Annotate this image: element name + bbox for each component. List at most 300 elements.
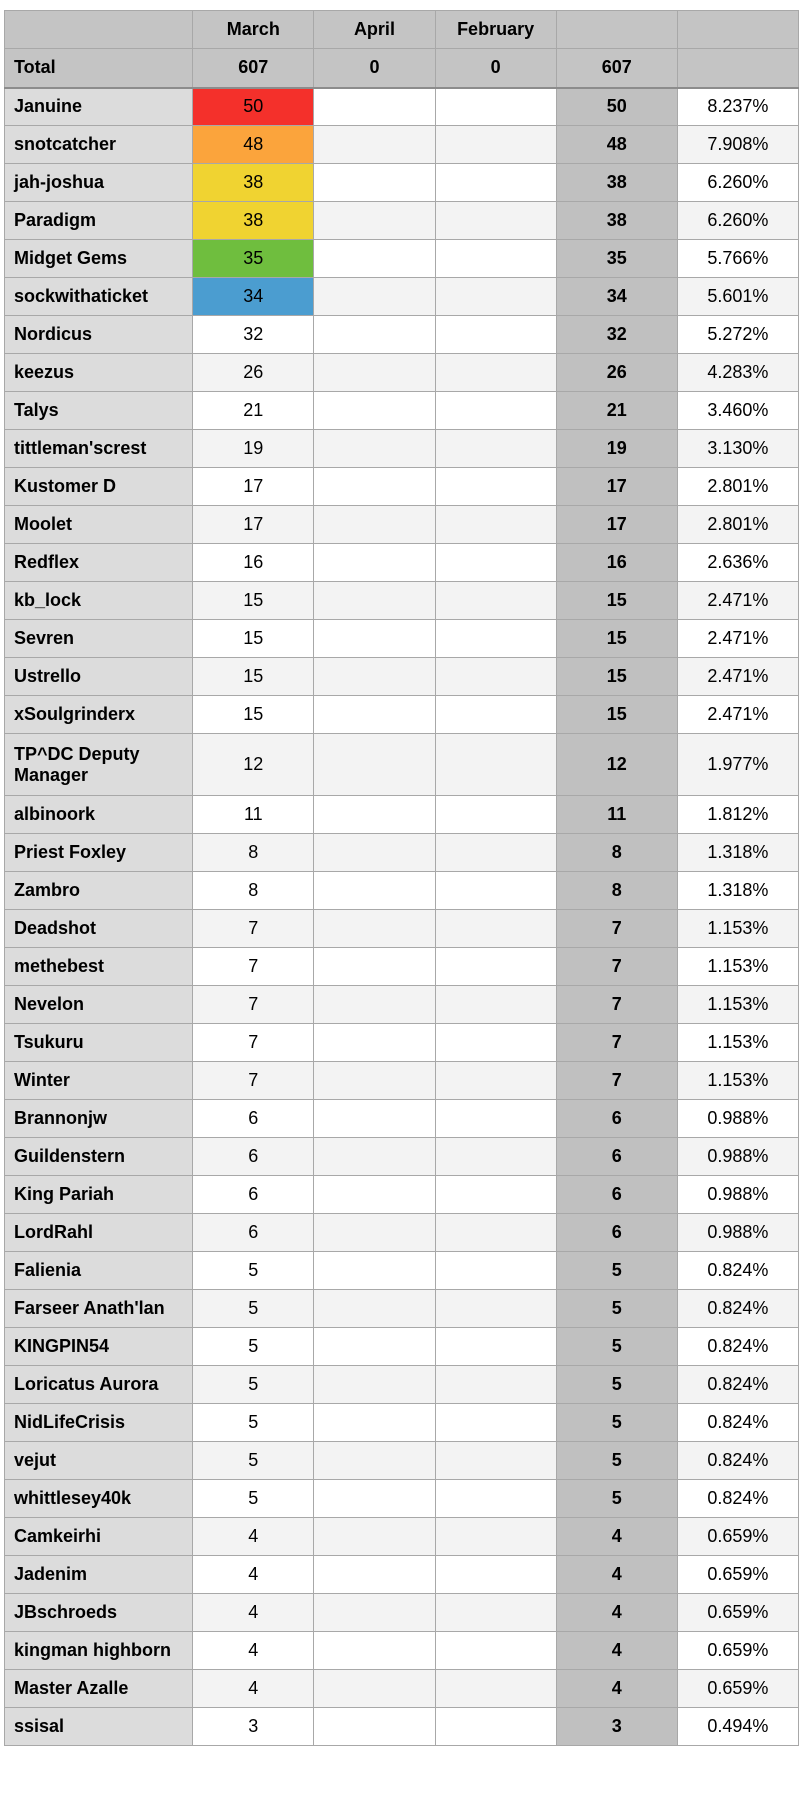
total-cell: 5 bbox=[556, 1480, 677, 1518]
table-row bbox=[5, 1062, 799, 1100]
february-cell bbox=[435, 278, 556, 316]
total-cell: 7 bbox=[556, 948, 677, 986]
february-cell bbox=[435, 696, 556, 734]
total-cell: 38 bbox=[556, 164, 677, 202]
february-cell bbox=[435, 506, 556, 544]
total-cell: 6 bbox=[556, 1214, 677, 1252]
percent-cell: 1.153% bbox=[677, 1062, 798, 1100]
total-cell: 32 bbox=[556, 316, 677, 354]
february-cell bbox=[435, 1252, 556, 1290]
total-cell: 35 bbox=[556, 240, 677, 278]
march-cell: 38 bbox=[193, 202, 314, 240]
february-cell bbox=[435, 88, 556, 126]
total-cell: 12 bbox=[556, 734, 677, 796]
april-cell bbox=[314, 582, 435, 620]
february-cell bbox=[435, 986, 556, 1024]
table-row bbox=[5, 1518, 799, 1556]
february-cell bbox=[435, 1214, 556, 1252]
april-cell bbox=[314, 1214, 435, 1252]
march-cell: 5 bbox=[193, 1442, 314, 1480]
player-name-cell: JBschroeds bbox=[5, 1594, 193, 1632]
table-row bbox=[5, 202, 799, 240]
player-name-cell: Master Azalle bbox=[5, 1670, 193, 1708]
header-february: February bbox=[435, 11, 556, 49]
april-cell bbox=[314, 872, 435, 910]
february-cell bbox=[435, 544, 556, 582]
march-cell: 12 bbox=[193, 734, 314, 796]
table-row bbox=[5, 1404, 799, 1442]
april-cell bbox=[314, 1100, 435, 1138]
player-name-cell: Farseer Anath'lan bbox=[5, 1290, 193, 1328]
percent-cell: 0.824% bbox=[677, 1328, 798, 1366]
percent-cell: 2.636% bbox=[677, 544, 798, 582]
player-name-cell: Sevren bbox=[5, 620, 193, 658]
total-cell: 48 bbox=[556, 126, 677, 164]
percent-cell: 0.988% bbox=[677, 1138, 798, 1176]
april-cell bbox=[314, 1024, 435, 1062]
percent-cell: 4.283% bbox=[677, 354, 798, 392]
march-cell: 8 bbox=[193, 872, 314, 910]
april-cell bbox=[314, 1252, 435, 1290]
table-row bbox=[5, 948, 799, 986]
march-cell: 4 bbox=[193, 1556, 314, 1594]
february-cell bbox=[435, 430, 556, 468]
percent-cell: 0.988% bbox=[677, 1100, 798, 1138]
april-cell bbox=[314, 202, 435, 240]
april-cell bbox=[314, 1632, 435, 1670]
april-cell bbox=[314, 948, 435, 986]
totals-april: 0 bbox=[314, 49, 435, 88]
percent-cell: 1.153% bbox=[677, 1024, 798, 1062]
percent-cell: 0.659% bbox=[677, 1632, 798, 1670]
percent-cell: 6.260% bbox=[677, 164, 798, 202]
total-cell: 15 bbox=[556, 658, 677, 696]
player-name-cell: Guildenstern bbox=[5, 1138, 193, 1176]
table-row bbox=[5, 1708, 799, 1746]
percent-cell: 0.824% bbox=[677, 1480, 798, 1518]
march-cell: 7 bbox=[193, 1024, 314, 1062]
total-cell: 4 bbox=[556, 1556, 677, 1594]
april-cell bbox=[314, 734, 435, 796]
february-cell bbox=[435, 468, 556, 506]
april-cell bbox=[314, 986, 435, 1024]
table-row bbox=[5, 506, 799, 544]
april-cell bbox=[314, 1556, 435, 1594]
table-row bbox=[5, 734, 799, 796]
april-cell bbox=[314, 1708, 435, 1746]
total-cell: 6 bbox=[556, 1176, 677, 1214]
february-cell bbox=[435, 392, 556, 430]
march-cell: 17 bbox=[193, 506, 314, 544]
table-row bbox=[5, 88, 799, 126]
february-cell bbox=[435, 734, 556, 796]
player-name-cell: Priest Foxley bbox=[5, 834, 193, 872]
table-row bbox=[5, 696, 799, 734]
total-cell: 7 bbox=[556, 1062, 677, 1100]
table-row bbox=[5, 1480, 799, 1518]
march-cell: 38 bbox=[193, 164, 314, 202]
february-cell bbox=[435, 658, 556, 696]
april-cell bbox=[314, 696, 435, 734]
april-cell bbox=[314, 1176, 435, 1214]
player-name-cell: sockwithaticket bbox=[5, 278, 193, 316]
march-cell: 5 bbox=[193, 1252, 314, 1290]
march-cell: 15 bbox=[193, 620, 314, 658]
table-row bbox=[5, 872, 799, 910]
header-percent bbox=[677, 11, 798, 49]
total-cell: 5 bbox=[556, 1290, 677, 1328]
february-cell bbox=[435, 1138, 556, 1176]
player-name-cell: Paradigm bbox=[5, 202, 193, 240]
table-row bbox=[5, 468, 799, 506]
player-name-cell: Winter bbox=[5, 1062, 193, 1100]
player-name-cell: keezus bbox=[5, 354, 193, 392]
player-name-cell: tittleman'screst bbox=[5, 430, 193, 468]
february-cell bbox=[435, 1632, 556, 1670]
totals-row bbox=[5, 49, 799, 88]
table-row bbox=[5, 1366, 799, 1404]
april-cell bbox=[314, 1442, 435, 1480]
table-row bbox=[5, 316, 799, 354]
total-cell: 38 bbox=[556, 202, 677, 240]
table-row bbox=[5, 1442, 799, 1480]
player-name-cell: kingman highborn bbox=[5, 1632, 193, 1670]
table-row bbox=[5, 1024, 799, 1062]
total-cell: 19 bbox=[556, 430, 677, 468]
total-cell: 4 bbox=[556, 1518, 677, 1556]
player-name-cell: Tsukuru bbox=[5, 1024, 193, 1062]
player-name-cell: Nevelon bbox=[5, 986, 193, 1024]
percent-cell: 1.153% bbox=[677, 948, 798, 986]
february-cell bbox=[435, 316, 556, 354]
table-row bbox=[5, 1100, 799, 1138]
march-cell: 15 bbox=[193, 696, 314, 734]
march-cell: 6 bbox=[193, 1138, 314, 1176]
totals-label: Total bbox=[5, 49, 193, 88]
april-cell bbox=[314, 1670, 435, 1708]
april-cell bbox=[314, 1594, 435, 1632]
player-name-cell: King Pariah bbox=[5, 1176, 193, 1214]
april-cell bbox=[314, 620, 435, 658]
march-cell: 48 bbox=[193, 126, 314, 164]
february-cell bbox=[435, 796, 556, 834]
total-cell: 5 bbox=[556, 1328, 677, 1366]
march-cell: 34 bbox=[193, 278, 314, 316]
player-name-cell: Falienia bbox=[5, 1252, 193, 1290]
table-row bbox=[5, 1594, 799, 1632]
table-row bbox=[5, 910, 799, 948]
april-cell bbox=[314, 392, 435, 430]
total-cell: 15 bbox=[556, 620, 677, 658]
player-name-cell: TP^DC Deputy Manager bbox=[5, 734, 193, 796]
february-cell bbox=[435, 1290, 556, 1328]
february-cell bbox=[435, 1442, 556, 1480]
march-cell: 19 bbox=[193, 430, 314, 468]
player-name-cell: ssisal bbox=[5, 1708, 193, 1746]
player-name-cell: LordRahl bbox=[5, 1214, 193, 1252]
april-cell bbox=[314, 1518, 435, 1556]
march-cell: 4 bbox=[193, 1670, 314, 1708]
percent-cell: 1.318% bbox=[677, 872, 798, 910]
april-cell bbox=[314, 910, 435, 948]
february-cell bbox=[435, 1176, 556, 1214]
percent-cell: 0.824% bbox=[677, 1442, 798, 1480]
march-cell: 8 bbox=[193, 834, 314, 872]
february-cell bbox=[435, 202, 556, 240]
player-name-cell: Deadshot bbox=[5, 910, 193, 948]
percent-cell: 0.824% bbox=[677, 1290, 798, 1328]
february-cell bbox=[435, 948, 556, 986]
table-row bbox=[5, 1328, 799, 1366]
march-cell: 50 bbox=[193, 88, 314, 126]
march-cell: 7 bbox=[193, 1062, 314, 1100]
table-row bbox=[5, 1252, 799, 1290]
player-name-cell: Zambro bbox=[5, 872, 193, 910]
player-name-cell: Talys bbox=[5, 392, 193, 430]
march-cell: 15 bbox=[193, 658, 314, 696]
percent-cell: 0.659% bbox=[677, 1670, 798, 1708]
total-cell: 5 bbox=[556, 1252, 677, 1290]
march-cell: 5 bbox=[193, 1366, 314, 1404]
player-name-cell: NidLifeCrisis bbox=[5, 1404, 193, 1442]
percent-cell: 3.130% bbox=[677, 430, 798, 468]
table-row bbox=[5, 1556, 799, 1594]
percent-cell: 0.988% bbox=[677, 1176, 798, 1214]
percent-cell: 2.471% bbox=[677, 620, 798, 658]
april-cell bbox=[314, 834, 435, 872]
april-cell bbox=[314, 1366, 435, 1404]
march-cell: 7 bbox=[193, 910, 314, 948]
april-cell bbox=[314, 1328, 435, 1366]
percent-cell: 0.494% bbox=[677, 1708, 798, 1746]
total-cell: 7 bbox=[556, 986, 677, 1024]
player-name-cell: Ustrello bbox=[5, 658, 193, 696]
percent-cell: 2.471% bbox=[677, 696, 798, 734]
total-cell: 4 bbox=[556, 1632, 677, 1670]
february-cell bbox=[435, 354, 556, 392]
april-cell bbox=[314, 316, 435, 354]
percent-cell: 6.260% bbox=[677, 202, 798, 240]
table-row bbox=[5, 620, 799, 658]
player-name-cell: xSoulgrinderx bbox=[5, 696, 193, 734]
march-cell: 32 bbox=[193, 316, 314, 354]
table-row bbox=[5, 1214, 799, 1252]
table-row bbox=[5, 544, 799, 582]
april-cell bbox=[314, 658, 435, 696]
table-row bbox=[5, 126, 799, 164]
player-name-cell: Loricatus Aurora bbox=[5, 1366, 193, 1404]
total-cell: 7 bbox=[556, 1024, 677, 1062]
totals-percent bbox=[677, 49, 798, 88]
march-cell: 5 bbox=[193, 1290, 314, 1328]
player-name-cell: Redflex bbox=[5, 544, 193, 582]
player-name-cell: Nordicus bbox=[5, 316, 193, 354]
player-name-cell: Januine bbox=[5, 88, 193, 126]
percent-cell: 0.659% bbox=[677, 1518, 798, 1556]
percent-cell: 0.659% bbox=[677, 1594, 798, 1632]
table-row bbox=[5, 796, 799, 834]
april-cell bbox=[314, 430, 435, 468]
total-cell: 15 bbox=[556, 696, 677, 734]
totals-february: 0 bbox=[435, 49, 556, 88]
february-cell bbox=[435, 1594, 556, 1632]
march-cell: 5 bbox=[193, 1480, 314, 1518]
february-cell bbox=[435, 1708, 556, 1746]
february-cell bbox=[435, 1670, 556, 1708]
february-cell bbox=[435, 1024, 556, 1062]
february-cell bbox=[435, 1366, 556, 1404]
february-cell bbox=[435, 910, 556, 948]
march-cell: 35 bbox=[193, 240, 314, 278]
february-cell bbox=[435, 1328, 556, 1366]
totals-march: 607 bbox=[193, 49, 314, 88]
february-cell bbox=[435, 1404, 556, 1442]
percent-cell: 0.824% bbox=[677, 1252, 798, 1290]
total-cell: 6 bbox=[556, 1100, 677, 1138]
table-row bbox=[5, 1290, 799, 1328]
total-cell: 5 bbox=[556, 1366, 677, 1404]
table-row bbox=[5, 1176, 799, 1214]
player-name-cell: Jadenim bbox=[5, 1556, 193, 1594]
table-row bbox=[5, 1138, 799, 1176]
percent-cell: 1.318% bbox=[677, 834, 798, 872]
total-cell: 11 bbox=[556, 796, 677, 834]
player-name-cell: albinoork bbox=[5, 796, 193, 834]
table-row bbox=[5, 392, 799, 430]
april-cell bbox=[314, 544, 435, 582]
percent-cell: 0.988% bbox=[677, 1214, 798, 1252]
player-name-cell: whittlesey40k bbox=[5, 1480, 193, 1518]
total-cell: 17 bbox=[556, 468, 677, 506]
april-cell bbox=[314, 1062, 435, 1100]
february-cell bbox=[435, 834, 556, 872]
total-cell: 15 bbox=[556, 582, 677, 620]
total-cell: 21 bbox=[556, 392, 677, 430]
total-cell: 4 bbox=[556, 1594, 677, 1632]
total-cell: 8 bbox=[556, 872, 677, 910]
header-row bbox=[5, 11, 799, 49]
player-name-cell: KINGPIN54 bbox=[5, 1328, 193, 1366]
february-cell bbox=[435, 620, 556, 658]
player-name-cell: snotcatcher bbox=[5, 126, 193, 164]
percent-cell: 2.471% bbox=[677, 582, 798, 620]
march-cell: 3 bbox=[193, 1708, 314, 1746]
total-cell: 34 bbox=[556, 278, 677, 316]
april-cell bbox=[314, 1404, 435, 1442]
percent-cell: 1.812% bbox=[677, 796, 798, 834]
table-body bbox=[5, 88, 799, 1746]
table-row bbox=[5, 240, 799, 278]
march-cell: 6 bbox=[193, 1100, 314, 1138]
table-row bbox=[5, 582, 799, 620]
february-cell bbox=[435, 164, 556, 202]
percent-cell: 1.977% bbox=[677, 734, 798, 796]
leaderboard-table bbox=[4, 10, 799, 1746]
february-cell bbox=[435, 1100, 556, 1138]
player-name-cell: methebest bbox=[5, 948, 193, 986]
april-cell bbox=[314, 126, 435, 164]
march-cell: 16 bbox=[193, 544, 314, 582]
header-april: April bbox=[314, 11, 435, 49]
percent-cell: 7.908% bbox=[677, 126, 798, 164]
percent-cell: 2.801% bbox=[677, 468, 798, 506]
player-name-cell: Kustomer D bbox=[5, 468, 193, 506]
percent-cell: 0.659% bbox=[677, 1556, 798, 1594]
march-cell: 4 bbox=[193, 1632, 314, 1670]
april-cell bbox=[314, 240, 435, 278]
march-cell: 5 bbox=[193, 1328, 314, 1366]
april-cell bbox=[314, 468, 435, 506]
table-header bbox=[5, 11, 799, 88]
header-march: March bbox=[193, 11, 314, 49]
march-cell: 15 bbox=[193, 582, 314, 620]
percent-cell: 1.153% bbox=[677, 910, 798, 948]
march-cell: 7 bbox=[193, 948, 314, 986]
total-cell: 7 bbox=[556, 910, 677, 948]
march-cell: 6 bbox=[193, 1176, 314, 1214]
table-row bbox=[5, 164, 799, 202]
player-name-cell: kb_lock bbox=[5, 582, 193, 620]
february-cell bbox=[435, 240, 556, 278]
percent-cell: 1.153% bbox=[677, 986, 798, 1024]
player-name-cell: jah-joshua bbox=[5, 164, 193, 202]
february-cell bbox=[435, 1556, 556, 1594]
percent-cell: 0.824% bbox=[677, 1366, 798, 1404]
percent-cell: 8.237% bbox=[677, 88, 798, 126]
total-cell: 3 bbox=[556, 1708, 677, 1746]
april-cell bbox=[314, 164, 435, 202]
percent-cell: 5.601% bbox=[677, 278, 798, 316]
total-cell: 8 bbox=[556, 834, 677, 872]
player-name-cell: Brannonjw bbox=[5, 1100, 193, 1138]
percent-cell: 3.460% bbox=[677, 392, 798, 430]
total-cell: 6 bbox=[556, 1138, 677, 1176]
april-cell bbox=[314, 1480, 435, 1518]
table-row bbox=[5, 834, 799, 872]
march-cell: 21 bbox=[193, 392, 314, 430]
total-cell: 17 bbox=[556, 506, 677, 544]
april-cell bbox=[314, 88, 435, 126]
february-cell bbox=[435, 126, 556, 164]
april-cell bbox=[314, 506, 435, 544]
total-cell: 5 bbox=[556, 1442, 677, 1480]
total-cell: 50 bbox=[556, 88, 677, 126]
table-row bbox=[5, 278, 799, 316]
total-cell: 16 bbox=[556, 544, 677, 582]
table-row bbox=[5, 1670, 799, 1708]
percent-cell: 0.824% bbox=[677, 1404, 798, 1442]
total-cell: 4 bbox=[556, 1670, 677, 1708]
table-row bbox=[5, 354, 799, 392]
march-cell: 6 bbox=[193, 1214, 314, 1252]
april-cell bbox=[314, 278, 435, 316]
march-cell: 17 bbox=[193, 468, 314, 506]
header-name bbox=[5, 11, 193, 49]
april-cell bbox=[314, 1138, 435, 1176]
percent-cell: 2.801% bbox=[677, 506, 798, 544]
february-cell bbox=[435, 1518, 556, 1556]
march-cell: 26 bbox=[193, 354, 314, 392]
march-cell: 4 bbox=[193, 1594, 314, 1632]
player-name-cell: Midget Gems bbox=[5, 240, 193, 278]
percent-cell: 5.272% bbox=[677, 316, 798, 354]
table-row bbox=[5, 986, 799, 1024]
february-cell bbox=[435, 872, 556, 910]
february-cell bbox=[435, 1062, 556, 1100]
total-cell: 5 bbox=[556, 1404, 677, 1442]
table-row bbox=[5, 430, 799, 468]
percent-cell: 5.766% bbox=[677, 240, 798, 278]
